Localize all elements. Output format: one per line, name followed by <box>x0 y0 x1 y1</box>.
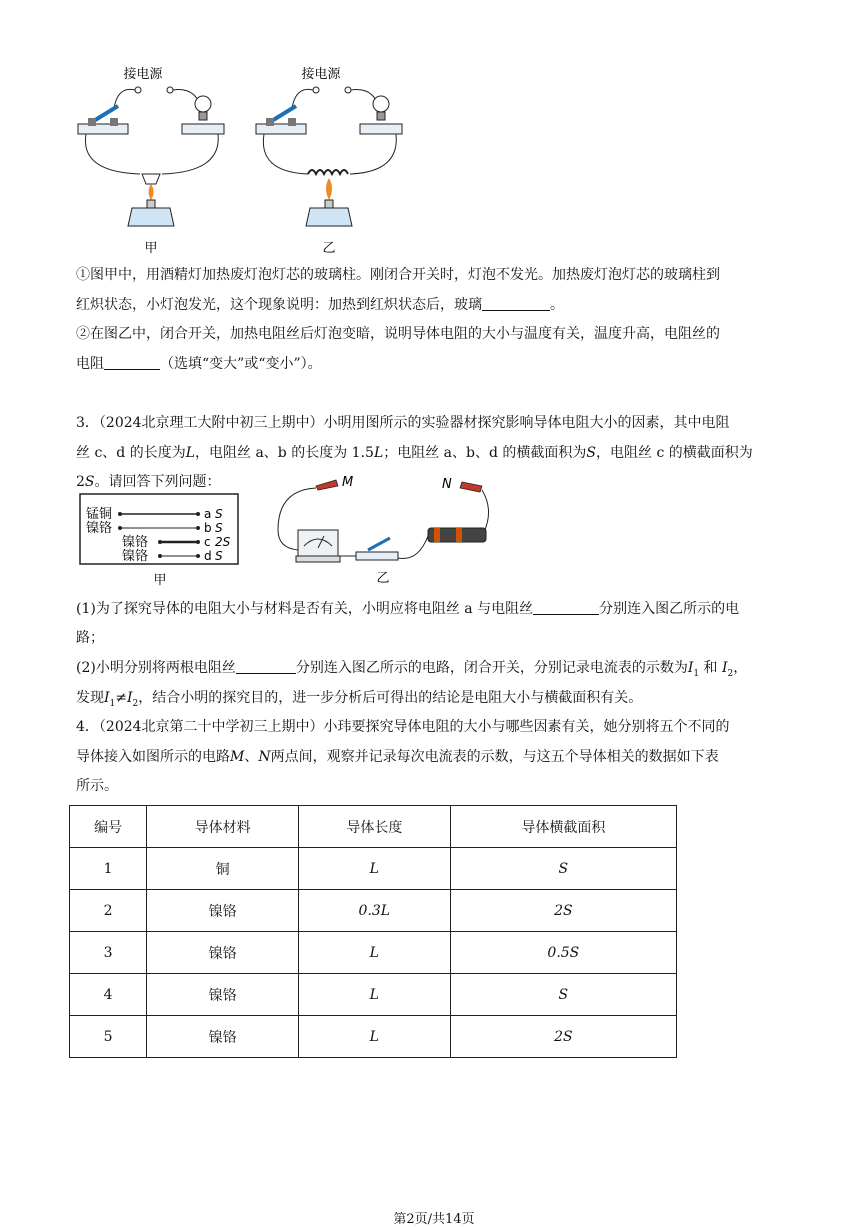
q3-sub1-line2: 路； <box>76 630 104 646</box>
wire-c-area: 2S <box>215 535 231 549</box>
var-M: M <box>230 749 245 765</box>
caption-yi: 乙 <box>322 241 336 256</box>
q3-sub2-text: 发现 <box>76 690 104 706</box>
q3-line2-text: 丝 c、d 的长度为 <box>76 445 186 461</box>
var-I: I <box>127 690 133 706</box>
q3-sub2-text: (2)小明分别将两根电阻丝 <box>76 660 236 676</box>
q4-line3: 所示。 <box>76 778 118 794</box>
header-cell: 导体材料 <box>147 806 299 848</box>
cell-area: 2S <box>450 1016 676 1058</box>
cell-id: 2 <box>70 890 147 932</box>
circuit-jia <box>78 66 224 256</box>
table-row <box>70 974 677 1016</box>
q3-sub2-text: ， <box>733 660 748 676</box>
cell-material: 镍铬 <box>147 1016 299 1058</box>
circuit-yi <box>278 475 489 586</box>
cell-id: 3 <box>70 932 147 974</box>
power-label-yi: 接电源 <box>301 67 341 82</box>
q4-line1: 4．（2024北京第二十中学初三上期中）小玮要探究导体电阻的大小与哪些因素有关，她分别将五个不同的 <box>76 719 730 735</box>
q2-item1-line2 <box>76 295 564 315</box>
battery-icon <box>428 528 486 542</box>
wire-d-name: d <box>204 549 212 563</box>
subscript: 2 <box>132 698 139 709</box>
q3-sub1-text: 分别连入图乙所示的电 <box>599 601 740 617</box>
var-N: N <box>258 749 271 765</box>
var-L: L <box>185 445 195 461</box>
q3-line2-text: ，电阻丝 c 的横截面积为 <box>596 445 753 461</box>
wire-b-material: 镍铬 <box>86 521 113 536</box>
q3-sub1-text: (1)为了探究导体的电阻大小与材料是否有关，小明应将电阻丝 a 与电阻丝 <box>76 601 534 617</box>
cell-material: 镍铬 <box>147 932 299 974</box>
light-bulb-icon <box>182 96 224 134</box>
answer-blank[interactable] <box>482 296 550 311</box>
subscript: 1 <box>109 698 116 709</box>
var-I: I <box>722 660 728 676</box>
clip-n-icon <box>460 482 482 492</box>
q4-line2-text: 导体接入如图所示的电路 <box>76 749 230 765</box>
subscript: 2 <box>727 668 734 679</box>
wire-a-area: S <box>215 507 223 521</box>
coil-resistor-icon <box>308 170 348 174</box>
q3-sub2-text: ，结合小明的探究目的，进一步分析后可得出的结论是电阻大小与横截面积有关。 <box>138 690 643 706</box>
q2-item2-choices: （选填“变大”或“变小”）。 <box>160 356 322 372</box>
cell-area: S <box>450 974 676 1016</box>
q4-line2 <box>76 747 719 767</box>
q3-sub2-text: 和 <box>699 660 723 676</box>
wire-b-name: b <box>204 521 212 535</box>
q3-sub1-line1 <box>76 599 739 619</box>
knife-switch-icon <box>356 538 398 560</box>
answer-blank[interactable] <box>236 659 296 674</box>
q2-item2-line1: ②在图乙中，闭合开关，加热电阻丝后灯泡变暗，说明导体电阻的大小与温度有关，温度升高，电阻丝的 <box>76 326 720 342</box>
cell-area: S <box>450 848 676 890</box>
q3-line3-text: 。请回答下列问题： <box>94 474 221 490</box>
ammeter-icon <box>296 530 340 562</box>
q4-line2-text: 、 <box>244 749 259 765</box>
not-equal-sign: ≠ <box>115 690 127 706</box>
cell-length: L <box>298 848 450 890</box>
q3-line3-text: 2 <box>76 474 85 490</box>
q2-item2-line2 <box>76 354 322 374</box>
wire-c-material: 镍铬 <box>122 535 149 550</box>
q3-sub2-text: 分别连入图乙所示的电路，闭合开关，分别记录电流表的示数为 <box>295 660 688 676</box>
header-cell: 导体横截面积 <box>450 806 676 848</box>
q2-item1-text: 红炽状态，小灯泡发光，这个现象说明：加热到红炽状态后，玻璃 <box>76 297 482 313</box>
page-footer: 第2页/共14页 <box>393 1212 475 1227</box>
cell-length: 0.3L <box>298 890 450 932</box>
var-I: I <box>687 660 694 676</box>
cell-area: 2S <box>450 890 676 932</box>
cell-id: 1 <box>70 848 147 890</box>
var-S: S <box>586 445 596 461</box>
table-row <box>70 932 677 974</box>
var-I: I <box>104 690 110 706</box>
label-M: M <box>342 475 354 490</box>
q2-item1-end: 。 <box>550 297 564 313</box>
cell-id: 5 <box>70 1016 147 1058</box>
wire-a-name: a <box>204 507 212 521</box>
cell-id: 4 <box>70 974 147 1016</box>
q3-line2-text: ，电阻丝 a、b 的长度为 1.5 <box>195 445 374 461</box>
glass-column-icon <box>142 174 160 184</box>
q3-line1: 3．（2024北京理工大附中初三上期中）小明用图所示的实验器材探究影响导体电阻大小的因素，其中电阻 <box>76 415 730 431</box>
wire-c-name: c <box>204 535 211 549</box>
table-row <box>70 848 677 890</box>
header-cell: 导体长度 <box>298 806 450 848</box>
q3-sub2-line2 <box>76 688 642 714</box>
header-cell: 编号 <box>70 806 147 848</box>
cell-length: L <box>298 974 450 1016</box>
caption-jia: 甲 <box>144 241 158 256</box>
knife-switch-icon <box>78 106 128 134</box>
var-L: L <box>373 445 384 461</box>
q4-line2-text: 两点间，观察并记录每次电流表的示数，与这五个导体相关的数据如下表 <box>270 749 719 765</box>
wire-a-material: 锰铜 <box>86 507 113 522</box>
conductor-table <box>69 805 677 1058</box>
light-bulb-icon <box>360 96 402 134</box>
label-N: N <box>442 477 452 492</box>
q3-sub2-line1 <box>76 658 747 684</box>
q3-line2-text: ；电阻丝 a、b、d 的横截面积为 <box>383 445 587 461</box>
figure-resistance-wires <box>78 470 498 590</box>
cell-material: 镍铬 <box>147 890 299 932</box>
answer-blank[interactable] <box>533 600 599 615</box>
power-label-jia: 接电源 <box>123 67 163 82</box>
cell-material: 铜 <box>147 848 299 890</box>
cell-length: L <box>298 1016 450 1058</box>
cell-length: L <box>298 932 450 974</box>
cell-material: 镍铬 <box>147 974 299 1016</box>
caption-jia: 甲 <box>153 573 167 588</box>
wire-d-area: S <box>215 549 223 563</box>
figure-glass-circuits <box>70 60 410 260</box>
table-row <box>70 1016 677 1058</box>
circuit-yi <box>256 66 402 256</box>
subscript: 1 <box>693 668 700 679</box>
table-row <box>70 890 677 932</box>
wire-b-area: S <box>215 521 223 535</box>
cell-area: 0.5S <box>450 932 676 974</box>
q2-item2-text: 电阻 <box>76 356 104 372</box>
var-S: S <box>84 474 95 490</box>
clip-m-icon <box>316 480 338 490</box>
alcohol-lamp-icon <box>128 184 174 226</box>
table-header-row <box>70 806 677 848</box>
wire-board-jia <box>80 494 238 588</box>
wire-d-material: 镍铬 <box>122 549 149 564</box>
alcohol-lamp-icon <box>306 178 352 226</box>
caption-yi: 乙 <box>376 571 390 586</box>
answer-blank[interactable] <box>104 355 160 370</box>
q2-item1-line1: ①图甲中，用酒精灯加热废灯泡灯芯的玻璃柱。刚闭合开关时，灯泡不发光。加热废灯泡灯芯的玻璃柱到 <box>76 267 720 283</box>
q3-line2 <box>76 443 753 463</box>
knife-switch-icon <box>256 106 306 134</box>
